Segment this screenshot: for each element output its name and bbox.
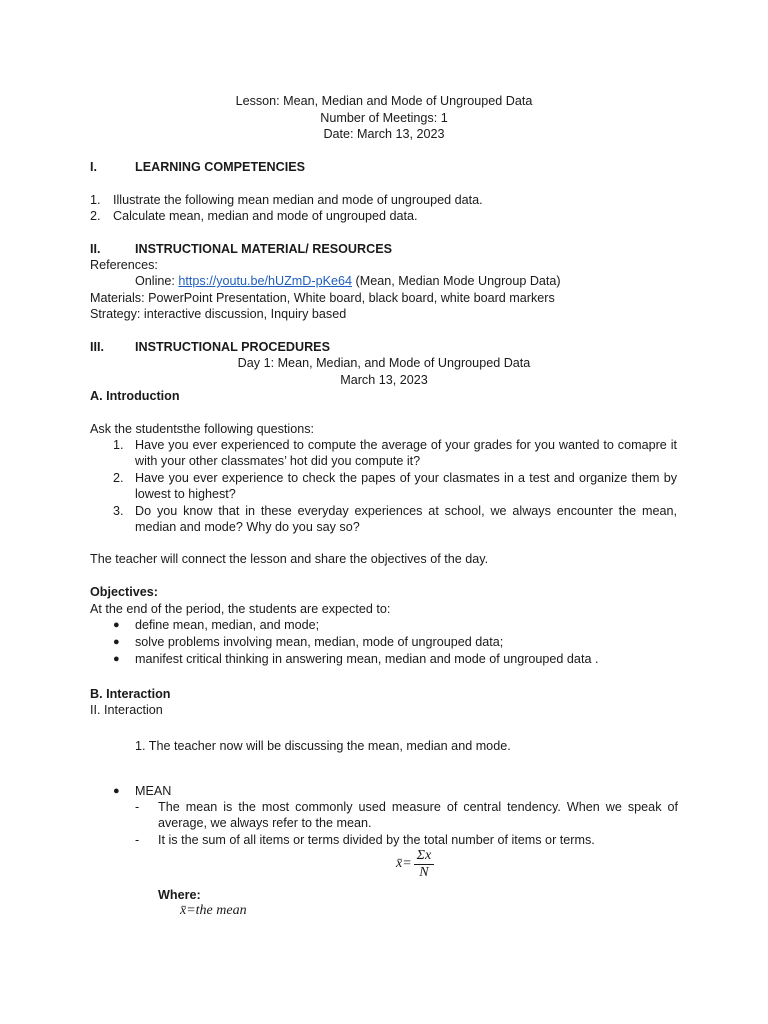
question-3: Do you know that in these everyday experiences at school, we always encounter the mean, median and mode? Why do you say so?	[135, 504, 677, 535]
online-note: (Mean, Median Mode Ungroup Data)	[352, 274, 561, 288]
objective-item-1: define mean, median, and mode;	[135, 618, 320, 632]
section-2-title: INSTRUCTIONAL MATERIAL/ RESOURCES	[135, 242, 393, 256]
interaction-step-1: 1. The teacher now will be discussing the mean, median and mode.	[135, 739, 511, 753]
question-1: Have you ever experienced to compute the average of your grades for you wanted to comapre it with your other classmates’ hot did you compute it?	[135, 438, 677, 469]
lesson-title: Lesson: Mean, Median and Mode of Ungrouped Data	[235, 94, 533, 108]
competency-item-1: Illustrate the following mean median and mode of ungrouped data.	[113, 193, 483, 207]
meetings-line: Number of Meetings: 1	[320, 111, 448, 125]
formula-numerator: Σx	[414, 848, 435, 865]
question-2: Have you ever experience to check the papes of your clasmates in a test and organize them by lowest to highest?	[135, 471, 677, 502]
connect-line: The teacher will connect the lesson and share the objectives of the day.	[90, 552, 489, 566]
introduction-heading: A. Introduction	[90, 389, 180, 403]
question-number-2: 2.	[113, 471, 124, 485]
section-3-numeral: III.	[90, 340, 104, 354]
objective-item-2: solve problems involving mean, median, mode of ungrouped data;	[135, 635, 504, 649]
online-reference	[135, 273, 561, 289]
competency-number-1: 1.	[90, 193, 101, 207]
competency-item-2: Calculate mean, median and mode of ungrouped data.	[113, 209, 418, 223]
mean-point-1: The mean is the most commonly used measure of central tendency. When we speak of average, we always refer to the mean.	[158, 800, 678, 831]
bullet-icon: ●	[113, 619, 120, 631]
formula-denominator: N	[419, 865, 429, 880]
youtube-link[interactable]: https://youtu.be/hUZmD-pKe64	[178, 274, 353, 288]
bullet-icon: ●	[113, 785, 120, 797]
where-definition: x̄=the mean	[180, 903, 247, 918]
references-label: References:	[90, 258, 158, 272]
mean-formula	[396, 848, 434, 881]
objective-item-3: manifest critical thinking in answering mean, median and mode of ungrouped data .	[135, 652, 599, 666]
strategy-line: Strategy: interactive discussion, Inquiry based	[90, 307, 347, 321]
online-label: Online:	[135, 274, 179, 288]
day-title: Day 1: Mean, Median, and Mode of Ungrouped Data	[237, 356, 531, 370]
dash-marker: -	[135, 800, 140, 814]
interaction-subheading: II. Interaction	[90, 703, 163, 717]
mean-label: MEAN	[135, 784, 172, 798]
section-2-numeral: II.	[90, 242, 101, 256]
dash-marker: -	[135, 833, 140, 847]
competency-number-2: 2.	[90, 209, 101, 223]
section-1-numeral: I.	[90, 160, 97, 174]
formula-fraction	[414, 848, 435, 881]
bullet-icon: ●	[113, 653, 120, 665]
question-number-1: 1.	[113, 438, 124, 452]
interaction-heading: B. Interaction	[90, 687, 171, 701]
question-number-3: 3.	[113, 504, 124, 518]
objectives-heading: Objectives:	[90, 585, 158, 599]
day-date: March 13, 2023	[340, 373, 428, 387]
formula-lhs: x̄=	[396, 856, 412, 872]
section-3-title: INSTRUCTIONAL PROCEDURES	[135, 340, 330, 354]
mean-point-2: It is the sum of all items or terms divided by the total number of items or terms.	[158, 833, 595, 847]
date-line: Date: March 13, 2023	[323, 127, 445, 141]
materials-line: Materials: PowerPoint Presentation, White board, black board, white board markers	[90, 291, 555, 305]
ask-students-line: Ask the studentsthe following questions:	[90, 422, 315, 436]
section-1-title: LEARNING COMPETENCIES	[135, 160, 306, 174]
where-label: Where:	[158, 888, 201, 902]
objectives-intro: At the end of the period, the students are expected to:	[90, 602, 391, 616]
bullet-icon: ●	[113, 636, 120, 648]
